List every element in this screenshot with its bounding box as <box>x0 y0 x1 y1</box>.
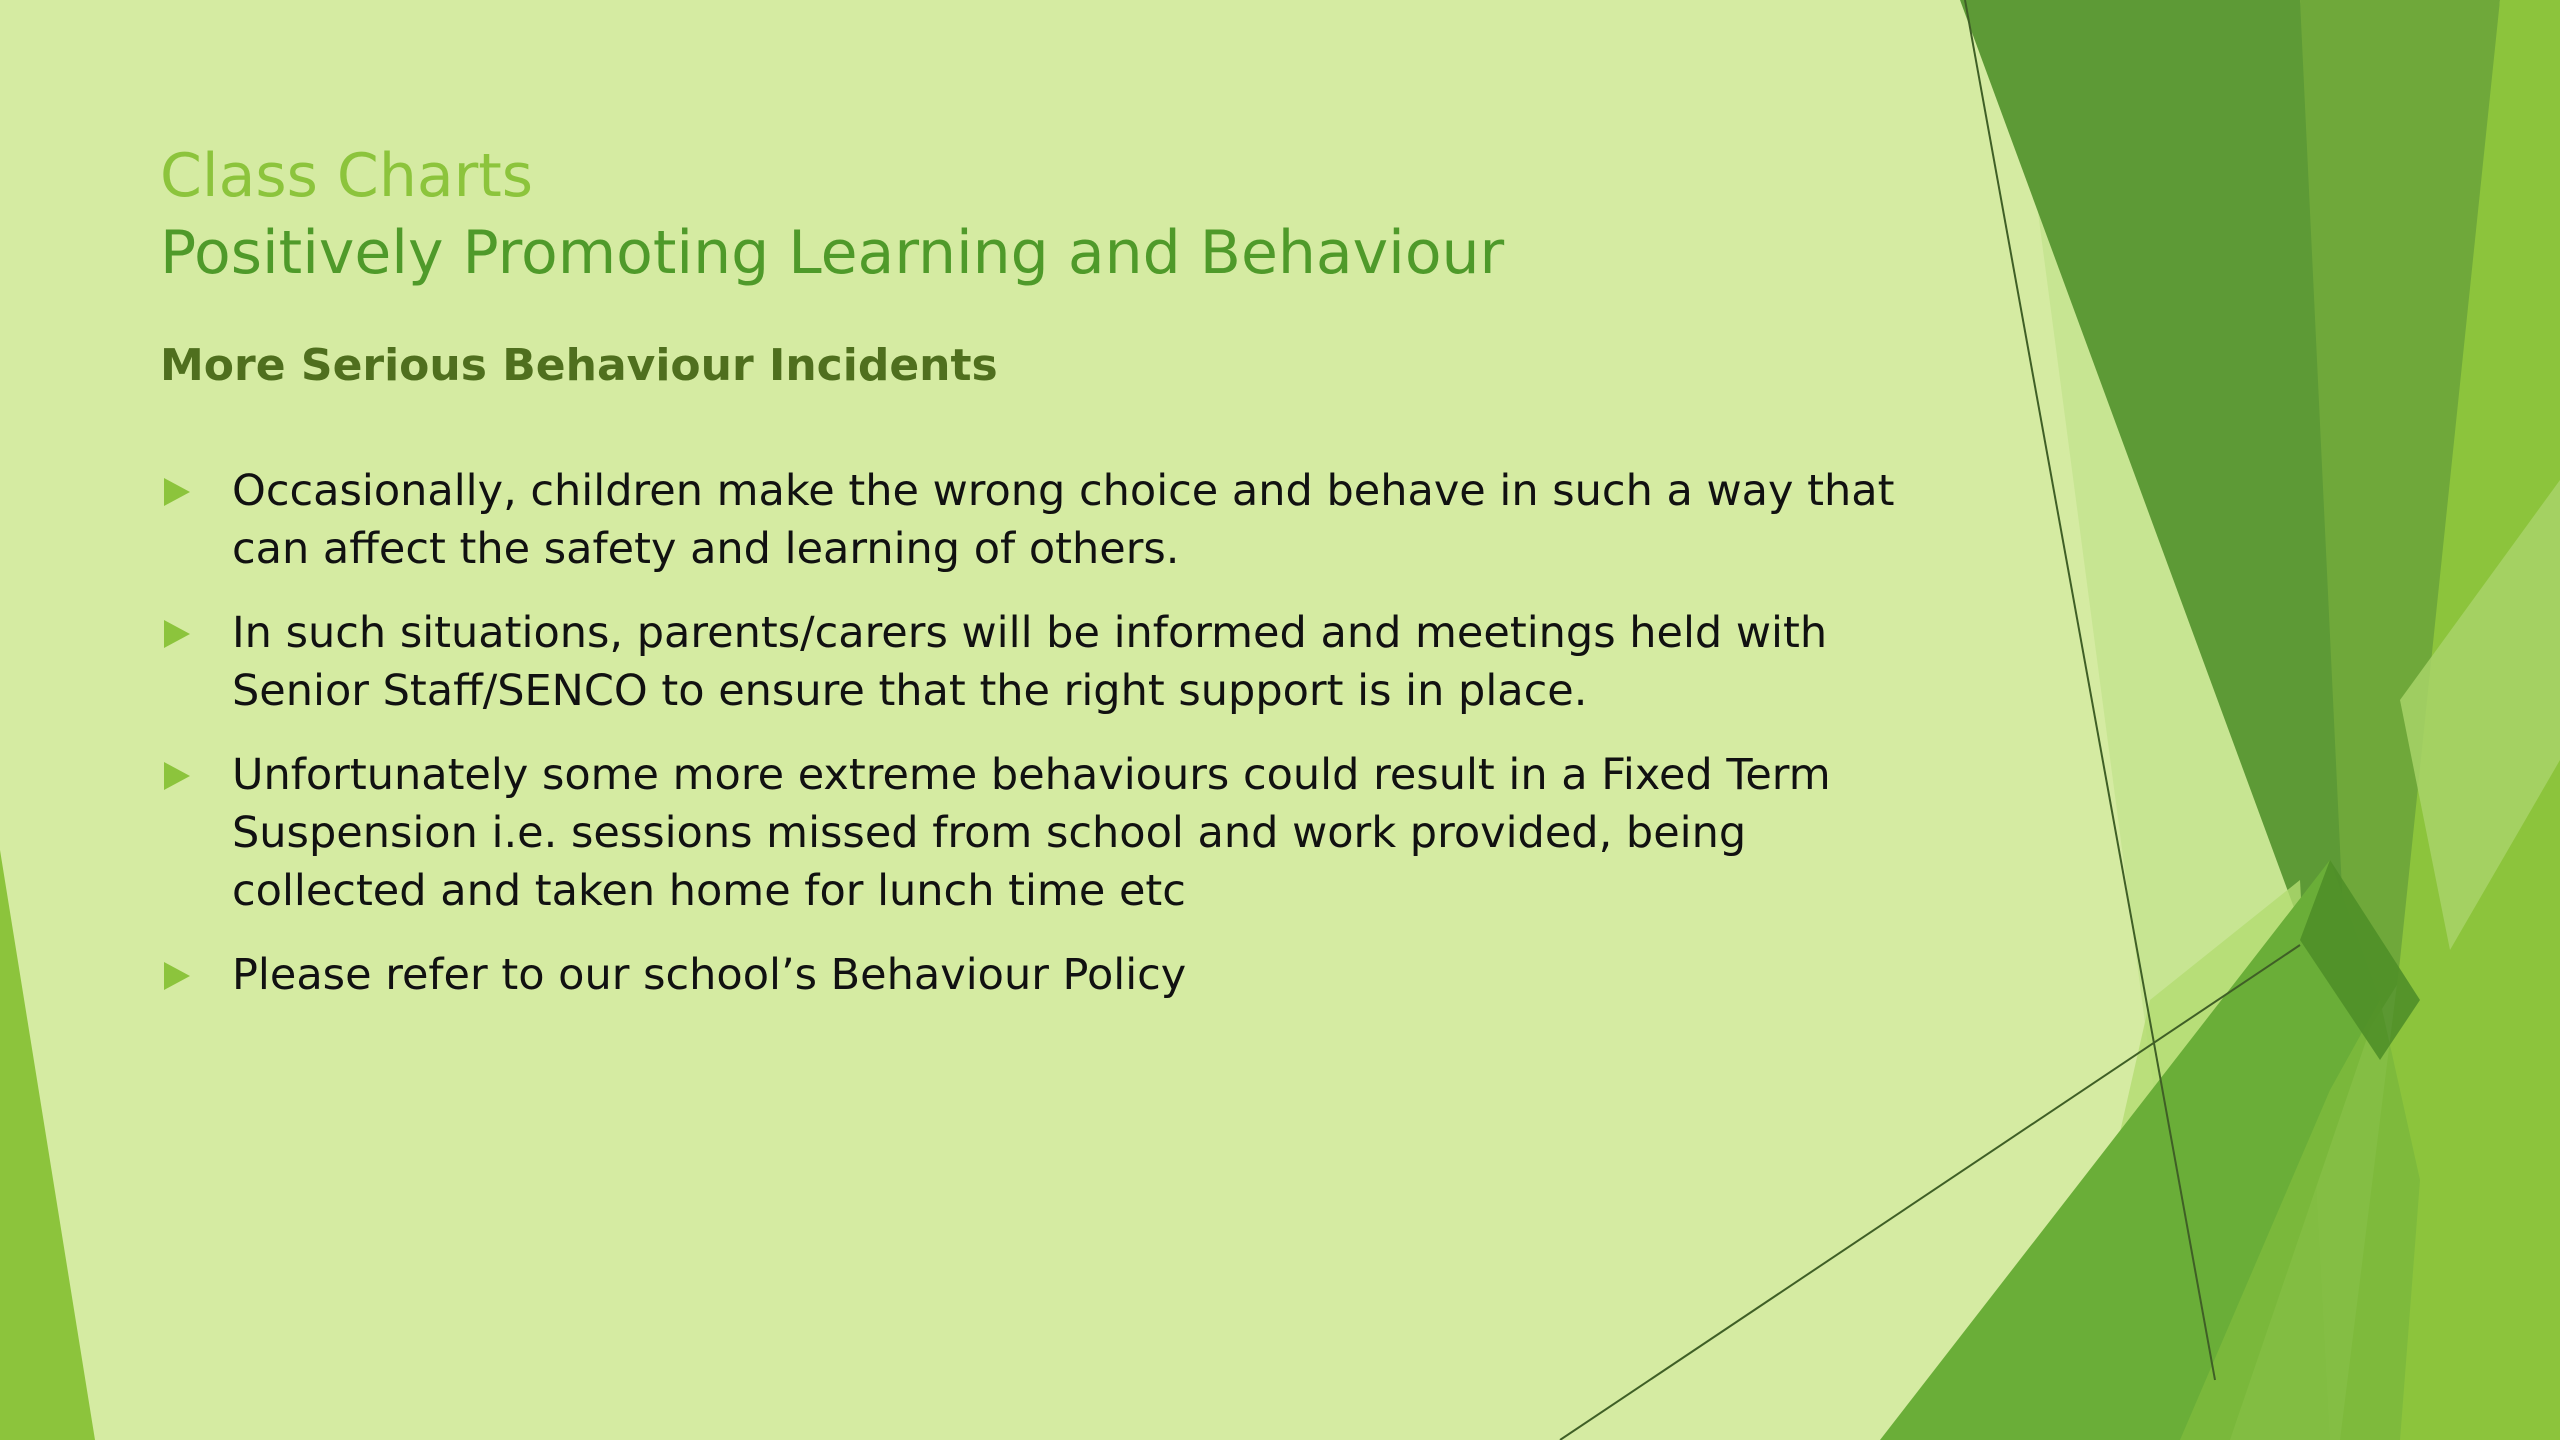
bullet-list <box>160 462 1920 1030</box>
bullet-text: In such situations, parents/carers will be informed and meetings held with Senior Staff/SENCO to ensure that the right support is in place. <box>232 608 1828 716</box>
triangle-bullet-icon <box>164 620 190 648</box>
bullet-text: Occasionally, children make the wrong choice and behave in such a way that can affect the safety and learning of others. <box>232 466 1895 574</box>
bullet-text: Unfortunately some more extreme behaviours could result in a Fixed Term Suspension i.e. sessions missed from school and work provided, being collected and taken home for lunch time etc <box>232 750 1831 916</box>
triangle-bullet-icon <box>164 762 190 790</box>
bullet-item <box>160 604 1920 720</box>
bullet-item <box>160 946 1920 1004</box>
left-triangle-shape <box>0 850 95 1440</box>
section-subheading: More Serious Behaviour Incidents <box>160 340 998 391</box>
slide-title-line1: Class Charts <box>160 141 534 211</box>
bullet-text: Please refer to our school’s Behaviour Policy <box>232 950 1187 1000</box>
triangle-bullet-icon <box>164 478 190 506</box>
slide-title-line2: Positively Promoting Learning and Behaviour <box>160 218 1505 288</box>
triangle-bullet-icon <box>164 962 190 990</box>
bullet-item <box>160 462 1920 578</box>
bullet-item <box>160 746 1920 920</box>
